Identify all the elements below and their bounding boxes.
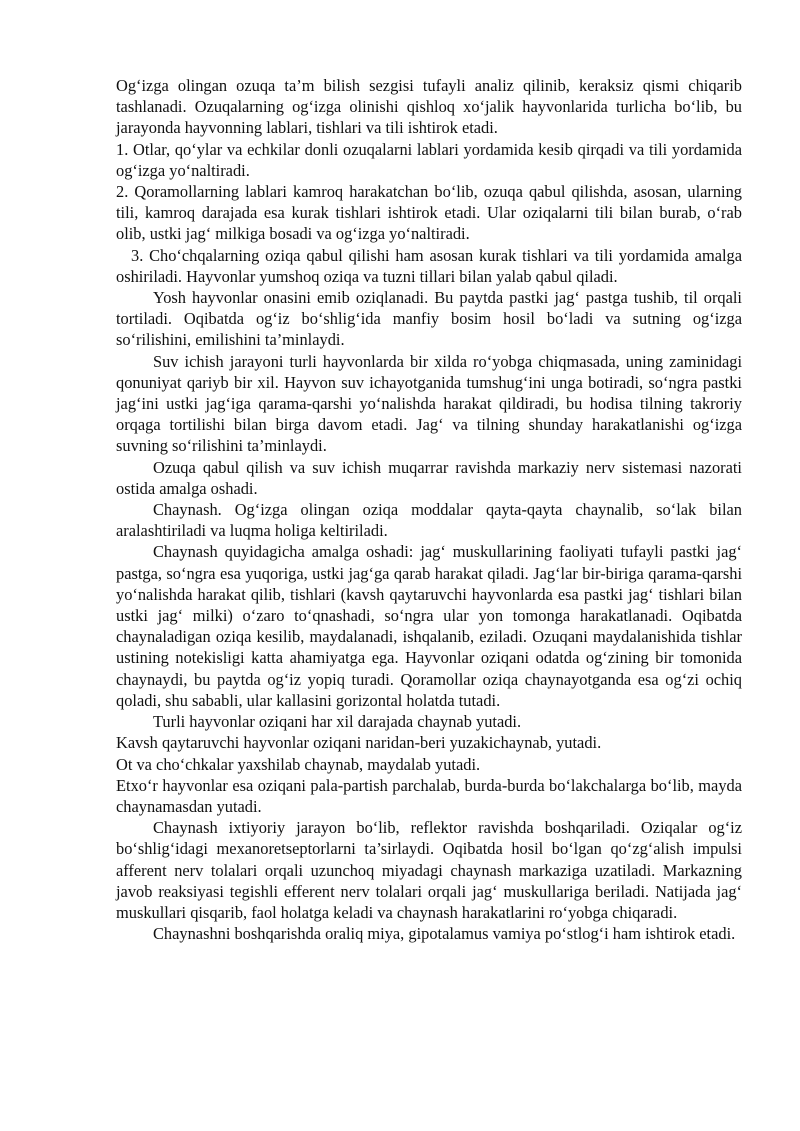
paragraph-chewing-degree: Turli hayvonlar oziqani har xil darajada chaynab yutadi. (153, 712, 522, 732)
paragraph-chewing-reflex: Chaynash ixtiyoriy jarayon bo‘lib, reflektor ravishda boshqariladi. Oziqalar og‘iz bo‘shlig‘idagi mexanoretseptorlarni ta’sirlaydi. Oqibatda hosil bo‘lgan qo‘zg‘alish impulsi afferent nerv tolalari orqali uzunchoq miyadagi chaynash markaziga uzatiladi. Markazning javob reaksiyasi tegishli efferent nerv tolalari orqali jag‘ muskullariga beriladi. Natijada jag‘ muskullari qisqarib, faol holatga keladi va chaynash harakatlarini ro‘yobga chiqaradi. (116, 818, 742, 922)
paragraph-item-1: 1. Otlar, qo‘ylar va echkilar donli ozuqalarni lablari yordamida kesib qirqadi va tili yordamida og‘izga yo‘naltiradi. (116, 139, 742, 180)
paragraph-chewing-regulation: Chaynashni boshqarishda oraliq miya, gipotalamus vamiya po‘stlog‘i ham ishtirok etadi. (153, 924, 736, 944)
paragraph-suckling: Yosh hayvonlar onasini emib oziqlanadi. Bu paytda pastki jag‘ pastga tushib, til orqali tortiladi. Oqibatda og‘iz bo‘shlig‘ida manfiy bosim hosil bo‘ladi va sutning og‘izga so‘rilishini, emilishini ta’minlaydi. (116, 288, 742, 350)
paragraph-ruminants: Kavsh qaytaruvchi hayvonlar oziqani naridan-beri yuzakichaynab, yutadi. (116, 733, 602, 753)
paragraph-carnivores: Etxo‘r hayvonlar esa oziqani pala-partish parchalab, burda-burda bo‘lakchalarga bo‘lib, mayda chaynamasdan yutadi. (116, 775, 742, 816)
paragraph-nervous-control: Ozuqa qabul qilish va suv ichish muqarrar ravishda markaziy nerv sistemasi nazorati ostida amalga oshadi. (116, 457, 742, 498)
paragraph-item-2: 2. Qoramollarning lablari kamroq harakatchan bo‘lib, ozuqa qabul qilishda, asosan, ularning tili, kamroq darajada esa kurak tishlari ishtirok etadi. Ular oziqalarni tili bilan burab, o‘rab olib, ustki jag‘ milkiga bosadi va og‘izga yo‘naltiradi. (116, 182, 742, 244)
paragraph-item-3: 3. Cho‘chqalarning oziqa qabul qilishi ham asosan kurak tishlari va tili yordamida amalga oshiriladi. Hayvonlar yumshoq oziqa va tuzni tillari bilan yalab qabul qiladi. (116, 245, 742, 286)
paragraph-chewing-process: Chaynash quyidagicha amalga oshadi: jag‘ muskullarining faoliyati tufayli pastki jag‘ pastga, so‘ngra esa yuqoriga, ustki jag‘ga qarab harakat qiladi. Jag‘lar bir-biriga qarama-qarshi yo‘nalishda harakat qilib, tishlari (kavsh qaytaruvchi hayvonlarda esa pastki jag‘ tishlari bilan ustki jag‘ milki) o‘zaro to‘qnashadi, so‘ngra ular yon tomonga harakatlanadi. Oqibatda chaynaladigan oziqa kesilib, maydalanadi, ishqalanib, eziladi. Ozuqani maydalanishida tishlar ustining notekisligi katta ahamiyatga ega. Hayvonlar oziqani odatda og‘zining bir tomonida chaynaydi, bu paytda og‘iz yopiq turadi. Qoramollar oziqa chaynayotganda esa og‘zi ochiq qoladi, shu sababli, ular kallasini gorizontal holatda tutadi. (116, 542, 742, 710)
paragraph-intro: Og‘izga olingan ozuqa ta’m bilish sezgisi tufayli analiz qilinib, keraksiz qismi chiqarib tashlanadi. Ozuqalarning og‘izga olinishi qishloq xo‘jalik hayvonlarida turlicha bo‘lib, bu jarayonda hayvonning lablari, tishlari va tili ishtirok etadi. (116, 76, 742, 138)
paragraph-drinking: Suv ichish jarayoni turli hayvonlarda bir xilda ro‘yobga chiqmasada, uning zaminidagi qonuniyat qariyb bir xil. Hayvon suv ichayotganida tumshug‘ini unga botiradi, so‘ngra pastki jag‘ini ustki jag‘iga qarama-qarshi yo‘nalishda harakat qildiradi, bu hodisa tilning takroriy orqaga tortilishi bilan birga davom etadi. Jag‘ va tilning shunday harakatlanishi og‘izga suvning so‘rilishini ta’minlaydi. (116, 351, 742, 456)
paragraph-chewing-definition: Chaynash. Og‘izga olingan oziqa moddalar qayta-qayta chaynalib, so‘lak bilan aralashtiriladi va luqma holiga keltiriladi. (116, 500, 742, 541)
document-page (116, 75, 742, 944)
paragraph-horses-pigs: Ot va cho‘chkalar yaxshilab chaynab, maydalab yutadi. (116, 754, 481, 774)
